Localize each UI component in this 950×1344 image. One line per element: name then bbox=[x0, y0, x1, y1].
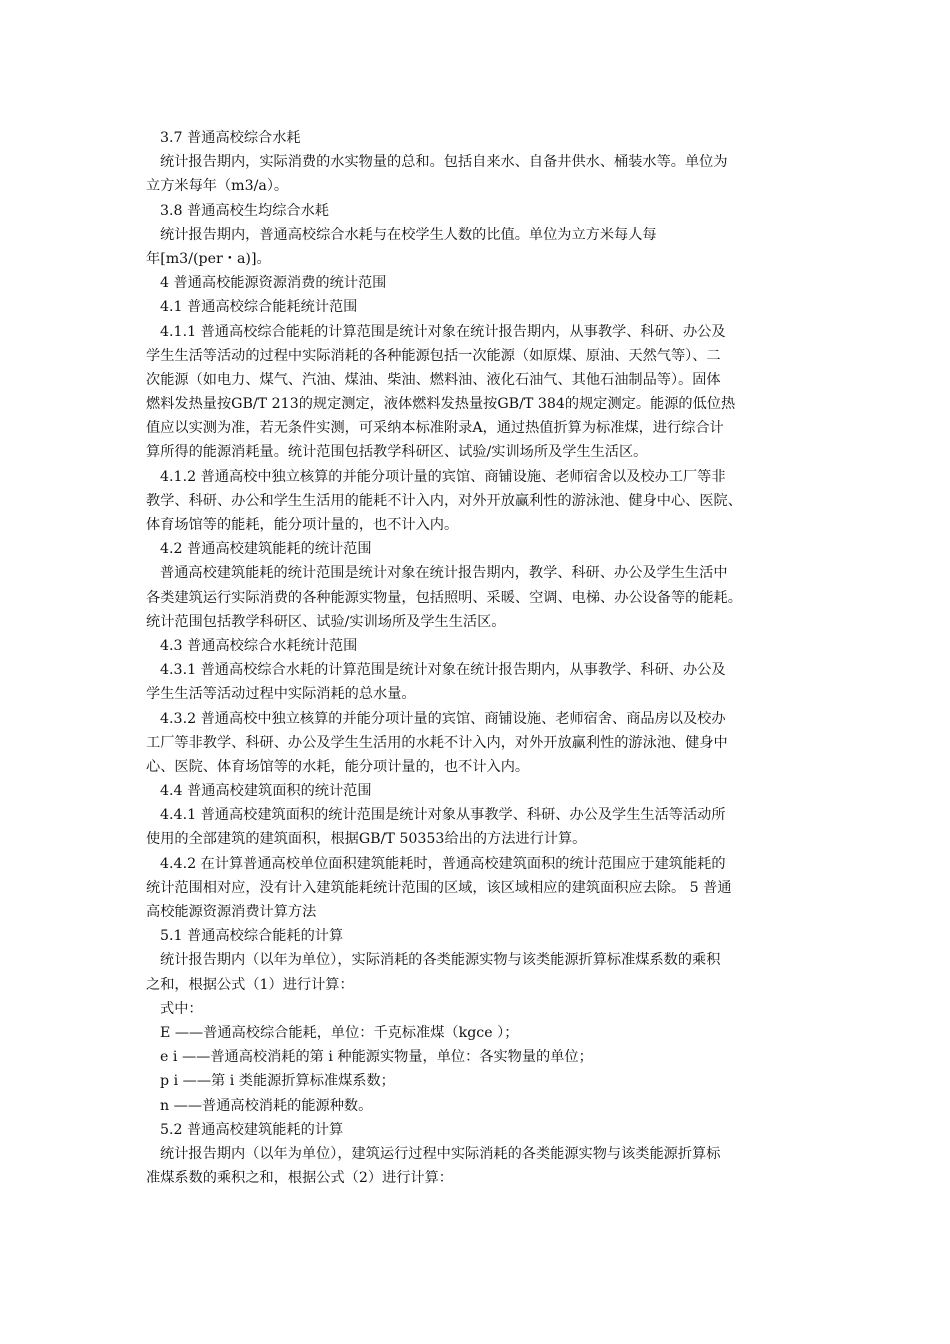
paragraph-line: 教学、科研、办公和学生生活用的能耗不计入内，对外开放赢利性的游泳池、健身中心、医院、 bbox=[146, 492, 742, 509]
section-heading-3-7: 3.7 普通高校综合水耗 bbox=[160, 130, 301, 146]
paragraph-line: 学生生活等活动过程中实际消耗的总水量。 bbox=[146, 686, 416, 703]
paragraph-line: 统计报告期内，实际消费的水实物量的总和。包括自来水、自备井供水、桶装水等。单位为 bbox=[160, 154, 728, 171]
paragraph-line: 统计范围包括教学科研区、试验/实训场所及学生生活区。 bbox=[146, 613, 506, 630]
section-heading-4-2: 4.2 普通高校建筑能耗的统计范围 bbox=[160, 541, 372, 558]
paragraph-line: 4.3.2 普通高校中独立核算的并能分项计量的宾馆、商铺设施、老师宿舍、商品房以及校办 bbox=[160, 710, 726, 727]
paragraph-line: 之和，根据公式（1）进行计算： bbox=[146, 976, 354, 993]
section-heading-5-1: 5.1 普通高校综合能耗的计算 bbox=[160, 928, 344, 945]
paragraph-line: 4.1.1 普通高校综合能耗的计算范围是统计对象在统计报告期内，从事教学、科研、办公及 bbox=[160, 323, 726, 340]
chapter-heading-4: 4 普通高校能源资源消费的统计范围 bbox=[160, 275, 387, 292]
paragraph-line: 立方米每年（m3/a）。 bbox=[146, 178, 289, 195]
paragraph-line: 使用的全部建筑的建筑面积，根据GB/T 50353给出的方法进行计算。 bbox=[146, 831, 587, 848]
formula-legend-label: 式中： bbox=[160, 1000, 203, 1017]
document-body bbox=[146, 126, 810, 1190]
paragraph-line: 统计范围相对应，没有计入建筑能耗统计范围的区域，该区域相应的建筑面积应去除。 5 普通 bbox=[146, 879, 732, 896]
section-heading-3-8: 3.8 普通高校生均综合水耗 bbox=[160, 202, 329, 219]
section-heading-4-3: 4.3 普通高校综合水耗统计范围 bbox=[160, 637, 358, 654]
paragraph-line: 次能源（如电力、煤气、汽油、煤油、柴油、燃料油、液化石油气、其他石油制品等）。固体 bbox=[146, 371, 721, 388]
formula-variable-definition: n ——普通高校消耗的能源种数。 bbox=[160, 1097, 373, 1114]
paragraph-line: 统计报告期内（以年为单位），建筑运行过程中实际消耗的各类能源实物与该类能源折算标 bbox=[160, 1145, 721, 1162]
paragraph-line: 各类建筑运行实际消费的各种能源实物量，包括照明、采暖、空调、电梯、办公设备等的能耗。 bbox=[146, 589, 742, 606]
paragraph-line: 年[m3/(per・a)]。 bbox=[146, 250, 271, 267]
paragraph-line: 准煤系数的乘积之和，根据公式（2）进行计算： bbox=[146, 1170, 453, 1187]
paragraph-line: 值应以实测为准，若无条件实测，可采纳本标准附录A，通过热值折算为标准煤，进行综合计 bbox=[146, 420, 724, 437]
formula-variable-definition: e i ——普通高校消耗的第 i 种能源实物量，单位：各实物量的单位； bbox=[160, 1049, 593, 1066]
paragraph-line: 高校能源资源消费计算方法 bbox=[146, 904, 317, 920]
section-heading-4-1: 4.1 普通高校综合能耗统计范围 bbox=[160, 299, 358, 316]
section-heading-5-2: 5.2 普通高校建筑能耗的计算 bbox=[160, 1121, 344, 1138]
paragraph-line: 学生生活等活动的过程中实际消耗的各种能源包括一次能源（如原煤、原油、天然气等）、二 bbox=[146, 347, 721, 364]
formula-variable-definition: p i ——第 i 类能源折算标准煤系数； bbox=[160, 1073, 395, 1090]
paragraph-line: 心、医院、体育场馆等的水耗，能分项计量的，也不计入内。 bbox=[146, 758, 530, 775]
paragraph-line: 算所得的能源消耗量。统计范围包括教学科研区、试验/实训场所及学生生活区。 bbox=[146, 444, 648, 461]
paragraph-line: 体育场馆等的能耗，能分项计量的，也不计入内。 bbox=[146, 517, 459, 533]
paragraph-line: 4.1.2 普通高校中独立核算的并能分项计量的宾馆、商铺设施、老师宿舍以及校办工厂等非 bbox=[160, 468, 726, 485]
paragraph-line: 统计报告期内（以年为单位），实际消耗的各类能源实物与该类能源折算标准煤系数的乘积 bbox=[160, 952, 721, 969]
paragraph-line: 统计报告期内，普通高校综合水耗与在校学生人数的比值。单位为立方米每人每 bbox=[160, 226, 657, 243]
paragraph-line: 4.4.2 在计算普通高校单位面积建筑能耗时，普通高校建筑面积的统计范围应于建筑能耗的 bbox=[160, 855, 726, 872]
formula-variable-definition: E ——普通高校综合能耗，单位：千克标准煤（kgce ）； bbox=[160, 1024, 519, 1041]
paragraph-line: 4.4.1 普通高校建筑面积的统计范围是统计对象从事教学、科研、办公及学生生活等活动所 bbox=[160, 807, 726, 824]
section-heading-4-4: 4.4 普通高校建筑面积的统计范围 bbox=[160, 783, 372, 800]
paragraph-line: 燃料发热量按GB/T 213的规定测定，液体燃料发热量按GB/T 384的规定测定。能源的低位热 bbox=[146, 396, 736, 413]
paragraph-line: 4.3.1 普通高校综合水耗的计算范围是统计对象在统计报告期内，从事教学、科研、办公及 bbox=[160, 662, 726, 679]
paragraph-line: 普通高校建筑能耗的统计范围是统计对象在统计报告期内，教学、科研、办公及学生生活中 bbox=[160, 565, 728, 582]
paragraph-line: 工厂等非教学、科研、办公及学生生活用的水耗不计入内，对外开放赢利性的游泳池、健身中 bbox=[146, 734, 728, 751]
